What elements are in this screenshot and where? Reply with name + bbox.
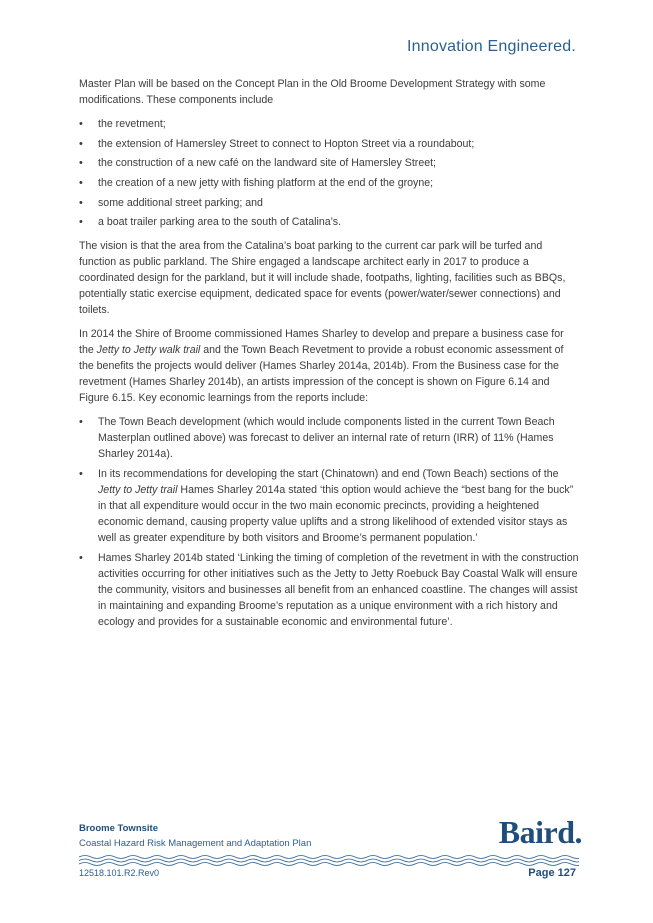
- list-item: • Hames Sharley 2014b stated ‘Linking the timing of completion of the revetment in with the construction activities occurring for other initiatives such as the Jetty to Jetty Roebuck Bay Coastal Walk will ensure the community, visitors and businesses all benefit from an enhanced coastline. The changes will assist in maintaining and expanding Broome’s reputation as a unique environment with a rich history and ecology and provides for a sustainable economic and environmental future’.: [79, 550, 579, 630]
- list-item: [79, 466, 579, 546]
- commission-text-1: In 2014 the Shire of Broome commissioned Hames Sharley to develop and prepare a business case for the: [79, 328, 564, 357]
- list-item: • the construction of a new café on the landward site of Hamersley Street;: [79, 155, 579, 171]
- list-item: • the revetment;: [79, 116, 579, 132]
- footer-title: Broome Townsite: [79, 823, 158, 834]
- learning-text-1: In its recommendations for developing the start (Chinatown) and end (Town Beach) sections of the: [98, 468, 559, 481]
- components-list: [79, 116, 579, 230]
- wave-divider-icon: [79, 853, 579, 867]
- page-body: [79, 76, 579, 638]
- list-item: • the creation of a new jetty with fishing platform at the end of the groyne;: [79, 175, 579, 191]
- learnings-list: [79, 414, 579, 630]
- commission-paragraph: [79, 326, 579, 406]
- header-tagline: Innovation Engineered.: [407, 38, 576, 55]
- page-number: Page 127: [528, 867, 576, 879]
- list-item: • some additional street parking; and: [79, 195, 579, 211]
- footer-subtitle: Coastal Hazard Risk Management and Adaptation Plan: [79, 838, 312, 849]
- commission-text-2: and the Town Beach Revetment to provide a robust economic assessment of the benefits the projects would deliver (Hames Sharley 2014a, 2014b). From the Business case for the revetment (Hames Sharley 2014b), an artists impression of the concept is shown on Figure 6.14 and Figure 6.15. Key economic learnings from the reports include:: [79, 344, 564, 405]
- vision-paragraph: The vision is that the area from the Catalina’s boat parking to the current car park will be turfed and function as public parkland. The Shire engaged a landscape architect early in 2017 to produce a coordinated design for the parkland, but it will include shade, footpaths, lighting, facilities such as BBQs, potentially static exercise equipment, dedicated space for events (power/water/sewer connections) and toilets.: [79, 240, 566, 317]
- list-item: • a boat trailer parking area to the south of Catalina’s.: [79, 214, 579, 230]
- baird-logo: Baird.: [498, 814, 582, 850]
- learning-italic: Jetty to Jetty trail: [98, 484, 178, 497]
- learning-text-2: Hames Sharley 2014a stated ‘this option would achieve the “best bang for the buck” in that all expenditure would occur in the two main economic precincts, providing a heightened economic demand, causing property value uplifts and a strong likelihood of extended visitor stays as well as greater expenditure by both visitors and Broome’s permanent population.’: [98, 484, 574, 545]
- document-code: 12518.101.R2.Rev0: [79, 868, 160, 878]
- commission-italic: Jetty to Jetty walk trail: [96, 344, 201, 357]
- intro-paragraph: Master Plan will be based on the Concept Plan in the Old Broome Development Strategy with some modifications. These components include: [79, 78, 546, 106]
- list-item: • The Town Beach development (which would include components listed in the current Town Beach Masterplan outlined above) was forecast to deliver an internal rate of return (IRR) of 11% (Hames Sharley 2014a).: [79, 414, 579, 462]
- list-item: • the extension of Hamersley Street to connect to Hopton Street via a roundabout;: [79, 136, 579, 152]
